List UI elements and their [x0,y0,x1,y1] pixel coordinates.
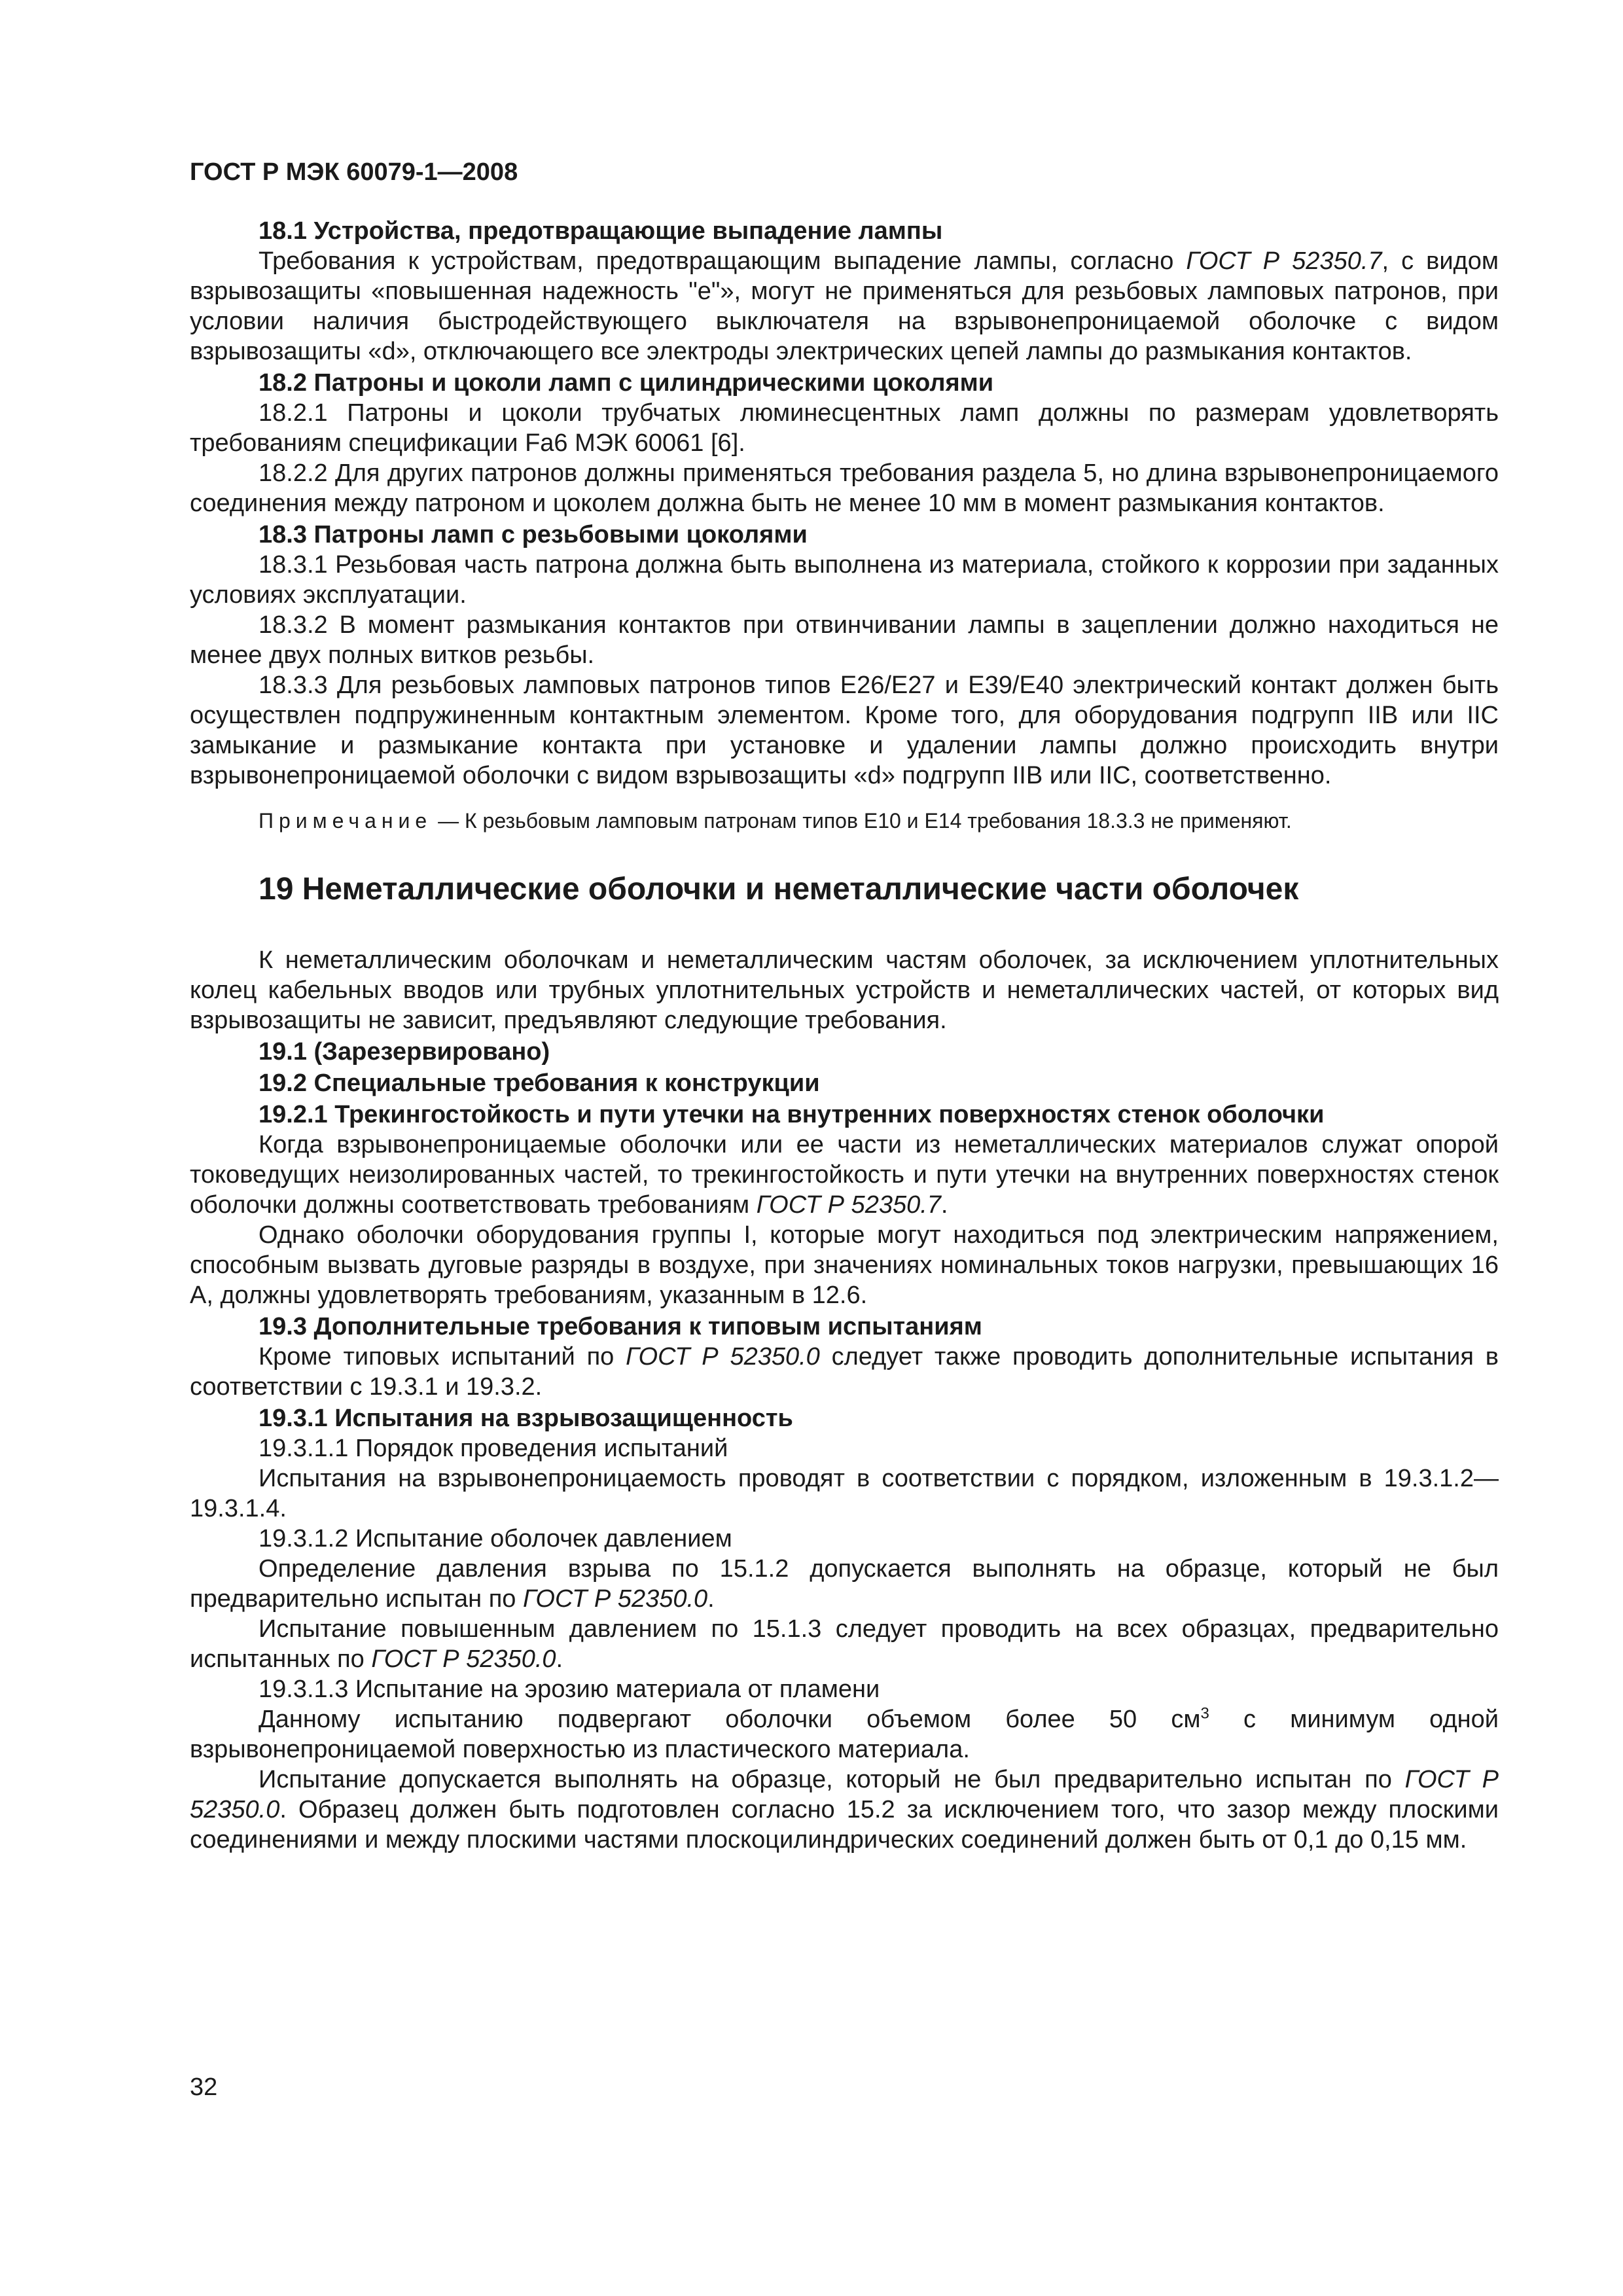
heading-18-3: 18.3 Патроны ламп с резьбовыми цоколями [259,521,808,548]
note-label: Примечание [259,809,433,833]
page-number: 32 [190,2073,218,2101]
paragraph-19-3-1-2-a: Определение давления взрыва по 15.1.2 допускается выполнять на образце, который не был предварительно испытан по ГОСТ Р 52350.0. [190,1555,1499,1613]
heading-18-2: 18.2 Патроны и цоколи ламп с цилиндрическими цоколями [259,369,994,397]
heading-19-2: 19.2 Специальные требования к конструкции [259,1069,820,1097]
heading-19-3-1-3: 19.3.1.3 Испытание на эрозию материала от пламени [259,1676,880,1703]
paragraph-18-2-2: 18.2.2 Для других патронов должны применяться требования раздела 5, но длина взрывонепроницаемого соединения между патроном и цоколем должна быть не менее 10 мм в момент размыкания контактов. [190,459,1499,517]
paragraph-19-3-1-3-a: Данному испытанию подвергают оболочки объемом более 50 $см^3$ с минимум одной взрывонепроницаемой поверхностью из пластического материала. [190,1704,1499,1763]
document-code-header: ГОСТ Р МЭК 60079-1—2008 [190,158,518,186]
note-18-3: Примечание — К резьбовым ламповым патронам типов E10 и E14 требования 18.3.3 не применяют. [259,809,1292,833]
heading-19-3-1-1: 19.3.1.1 Порядок проведения испытаний [259,1435,728,1462]
heading-19-3-1-2: 19.3.1.2 Испытание оболочек давлением [259,1525,732,1552]
standard-reference: ГОСТ Р 52350.0 [371,1645,556,1673]
standard-reference: ГОСТ Р 52350.0 [626,1343,820,1371]
paragraph-19-2-1-b: Однако оболочки оборудования группы I, которые могут находиться под электрическим напряжением, способным вызвать дуговые разряды в воздухе, при значениях номинальных токов нагрузки, превышающих 16 А, должны удовлетворять требованиям, указанным в 12.6. [190,1221,1499,1309]
heading-18-1: 18.1 Устройства, предотвращающие выпадение лампы [259,217,943,245]
paragraph-19-3-1-2-b: Испытание повышенным давлением по 15.1.3 следует проводить на всех образцах, предварительно испытанных по ГОСТ Р 52350.0. [190,1615,1499,1673]
standard-reference: ГОСТ Р 52350.0 [190,1766,1499,1823]
paragraph-18-1: Требования к устройствам, предотвращающим выпадение лампы, согласно ГОСТ Р 52350.7, с видом взрывозащиты «повышенная надежность "е"», могут не применяться для резьбовых ламповых патронов, при условии наличия быстродействующего выключателя на взрывонепроницаемой оболочке с видом взрывозащиты «d», отключающего все электроды электрических цепей лампы до размыкания контактов. [190,247,1499,365]
paragraph-19-3: Кроме типовых испытаний по ГОСТ Р 52350.0 следует также проводить дополнительные испытания в соответствии с 19.3.1 и 19.3.2. [190,1343,1499,1401]
paragraph-19-2-1-a: Когда взрывонепроницаемые оболочки или ее части из неметаллических материалов служат опорой токоведущих неизолированных частей, то трекингостойкость и пути утечки на внутренних поверхностях стенок оболочки должны соответствовать требованиям ГОСТ Р 52350.7. [190,1131,1499,1219]
paragraph-19-3-1-3-b: Испытание допускается выполнять на образце, который не был предварительно испытан по ГОСТ Р 52350.0. Образец должен быть подготовлен согласно 15.2 за исключением того, что зазор между плоскими соединениями и между плоскими частями плоскоцилиндрических соединений должен быть от 0,1 до 0,15 мм. [190,1766,1499,1854]
paragraph-18-2-1: 18.2.1 Патроны и цоколи трубчатых люминесцентных ламп должны по размерам удовлетворять требованиям спецификации Fa6 МЭК 60061 [6]. [190,399,1499,457]
standard-reference: ГОСТ Р 52350.0 [522,1585,708,1613]
heading-19-1: 19.1 (Зарезервировано) [259,1038,550,1066]
heading-19-3-1: 19.3.1 Испытания на взрывозащищенность [259,1405,793,1432]
paragraph-18-3-2: 18.3.2 В момент размыкания контактов при отвинчивании лампы в зацеплении должно находиться не менее двух полных витков резьбы. [190,611,1499,669]
section-title-19: 19 Неметаллические оболочки и неметаллические части оболочек [259,872,1299,906]
paragraph-19-3-1-1: Испытания на взрывонепроницаемость проводят в соответствии с порядком, изложенным в 19.3.1.2—19.3.1.4. [190,1465,1499,1522]
paragraph-18-3-1: 18.3.1 Резьбовая часть патрона должна быть выполнена из материала, стойкого к коррозии при заданных условиях эксплуатации. [190,551,1499,609]
standard-reference: ГОСТ Р 52350.7 [756,1191,941,1219]
heading-19-2-1: 19.2.1 Трекингостойкость и пути утечки на внутренних поверхностях стенок оболочки [259,1101,1325,1128]
paragraph-19-intro: К неметаллическим оболочкам и неметаллическим частям оболочек, за исключением уплотнительных колец кабельных вводов или трубных уплотнительных устройств и неметаллических частей, от которых вид взрывозащиты не зависит, предъявляют следующие требования. [190,946,1499,1034]
standard-reference: ГОСТ Р 52350.7 [1186,247,1382,275]
paragraph-18-3-3: 18.3.3 Для резьбовых ламповых патронов типов E26/E27 и E39/E40 электрический контакт должен быть осуществлен подпружиненным контактным элементом. Кроме того, для оборудования подгрупп IIB или IIC замыкание и размыкание контакта при установке и удалении лампы должно происходить внутри взрывонепроницаемой оболочки с видом взрывозащиты «d» подгрупп IIB или IIC, соответственно. [190,672,1499,789]
document-page [190,157,1499,1855]
superscript: 3 [1200,1704,1209,1723]
heading-19-3: 19.3 Дополнительные требования к типовым испытаниям [259,1313,982,1340]
